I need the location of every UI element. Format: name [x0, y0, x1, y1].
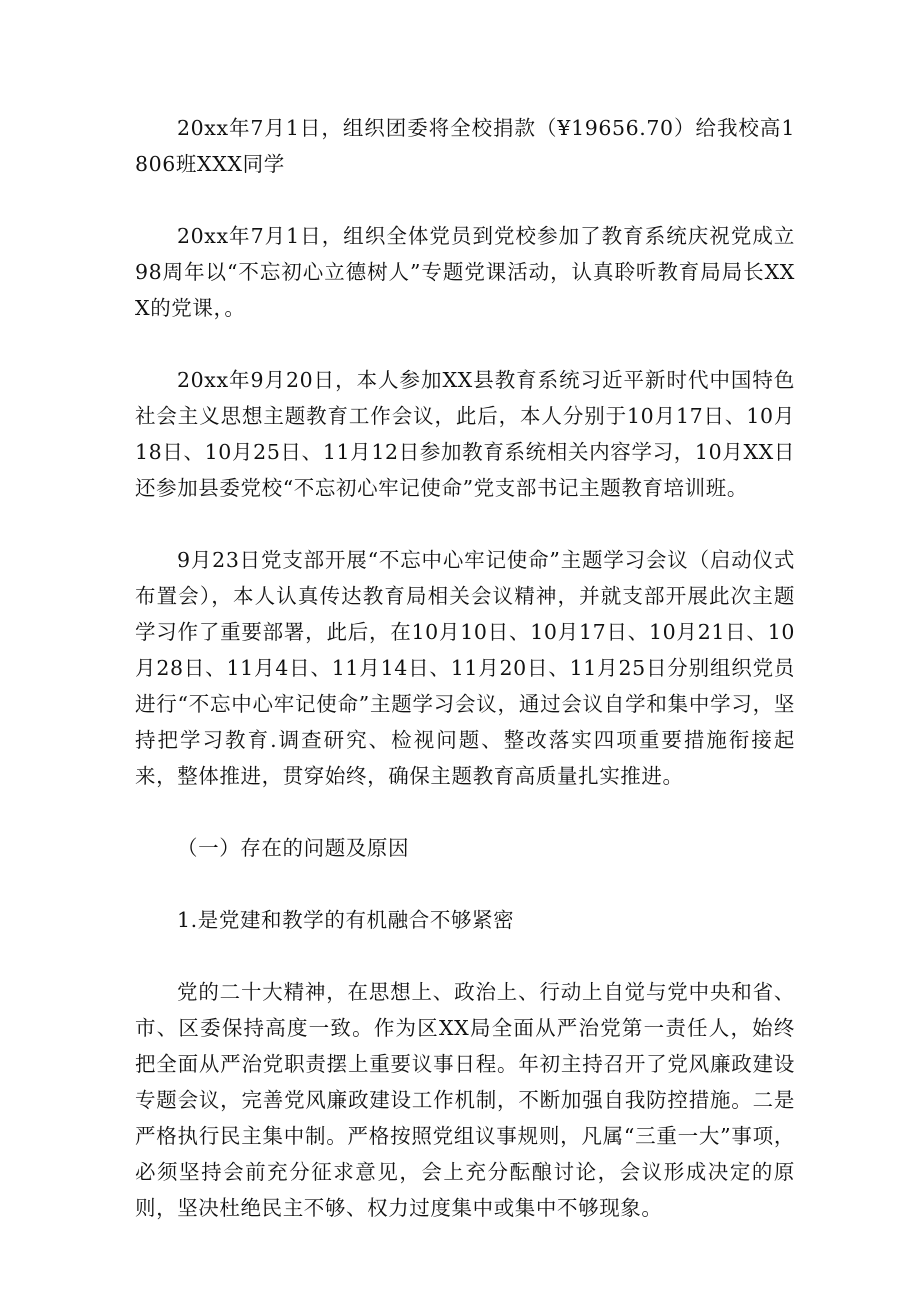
- section-heading: （一）存在的问题及原因: [177, 836, 410, 860]
- sub-heading: 1.是党建和教学的有机融合不够紧密: [177, 908, 515, 932]
- paragraph-education-meeting: 20xx年9月20日，本人参加XX县教育系统习近平新时代中国特色社会主义思想主题教育工作会议，此后，本人分别于10月17日、10月18日、10月25日、11月12日参加教育系统相关内容学习，10月XX日还参加县委党校“不忘初心牢记使命”党支部书记主题教育培训班。: [135, 368, 795, 500]
- paragraph-donation: 20xx年7月1日，组织团委将全校捐款（¥19656.70）给我校高1806班XXX同学: [135, 116, 795, 176]
- document-body: [135, 110, 795, 1226]
- paragraph-study-sessions: 9月23日党支部开展“不忘中心牢记使命”主题学习会议（启动仪式布置会），本人认真传达教育局相关会议精神，并就支部开展此次主题学习作了重要部署，此后，在10月10日、10月17日、10月21日、10月28日、11月4日、11月14日、11月20日、11月25日分别组织党员进行“不忘中心牢记使命”主题学习会议，通过会议自学和集中学习，坚持把学习教育.调查研究、检视问题、整改落实四项重要措施衔接起来，整体推进，贯穿始终，确保主题教育高质量扎实推进。: [135, 548, 795, 788]
- paragraph-party-spirit: 党的二十大精神，在思想上、政治上、行动上自觉与党中央和省、市、区委保持高度一致。作为区XX局全面从严治党第一责任人，始终把全面从严治党职责摆上重要议事日程。年初主持召开了党风廉政建设专题会议，完善党风廉政建设工作机制，不断加强自我防控措施。二是严格执行民主集中制。严格按照党组议事规则，凡属“三重一大”事项，必须坚持会前充分征求意见，会上充分酝酿讨论，会议形成决定的原则，坚决杜绝民主不够、权力过度集中或集中不够现象。: [135, 980, 795, 1220]
- paragraph-party-lecture: 20xx年7月1日，组织全体党员到党校参加了教育系统庆祝党成立98周年以“不忘初心立德树人”专题党课活动，认真聆听教育局局长XXX的党课，。: [135, 224, 795, 320]
